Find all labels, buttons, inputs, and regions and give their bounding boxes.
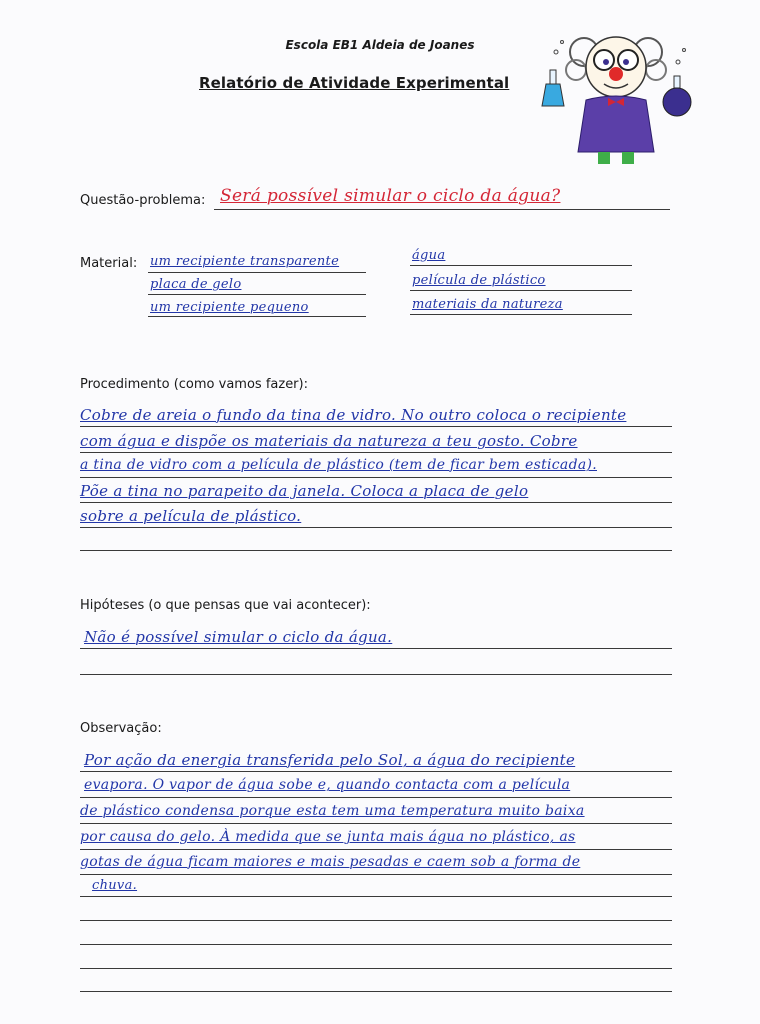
ruled-line bbox=[80, 797, 672, 798]
ruled-line bbox=[80, 452, 672, 453]
ruled-line bbox=[80, 648, 672, 649]
ruled-line bbox=[80, 550, 672, 551]
ruled-line bbox=[80, 849, 672, 850]
ruled-line bbox=[80, 991, 672, 992]
observation-line: gotas de água ficam maiores e mais pesadas e caem sob a forma de bbox=[80, 854, 581, 870]
procedure-line: Põe a tina no parapeito da janela. Coloca a placa de gelo bbox=[80, 482, 529, 500]
question-answer: Será possível simular o ciclo da água? bbox=[220, 186, 561, 206]
ruled-line bbox=[80, 896, 672, 897]
material-line bbox=[410, 290, 632, 291]
material-item: um recipiente transparente bbox=[150, 254, 340, 269]
material-item: placa de gelo bbox=[150, 277, 242, 292]
material-label: Material: bbox=[80, 256, 138, 271]
material-line bbox=[410, 314, 632, 315]
hypotheses-line: Não é possível simular o ciclo da água. bbox=[84, 628, 393, 646]
ruled-line bbox=[80, 823, 672, 824]
question-line bbox=[214, 209, 670, 210]
ruled-line bbox=[80, 477, 672, 478]
material-line bbox=[148, 294, 366, 295]
procedure-line: com água e dispõe os materiais da natureza a teu gosto. Cobre bbox=[80, 432, 578, 450]
material-line bbox=[410, 265, 632, 266]
material-line bbox=[148, 316, 366, 317]
ruled-line bbox=[80, 674, 672, 675]
material-item: materiais da natureza bbox=[412, 297, 563, 312]
material-item: água bbox=[412, 248, 446, 263]
ruled-line bbox=[80, 968, 672, 969]
procedure-label: Procedimento (como vamos fazer): bbox=[80, 377, 308, 392]
ruled-line bbox=[80, 874, 672, 875]
procedure-line: sobre a película de plástico. bbox=[80, 507, 302, 525]
procedure-line: Cobre de areia o fundo da tina de vidro. No outro coloca o recipiente bbox=[80, 406, 627, 424]
report-title: Relatório de Atividade Experimental bbox=[199, 74, 510, 92]
scientist-mascot-icon bbox=[536, 22, 696, 172]
material-item: película de plástico bbox=[412, 273, 546, 288]
ruled-line bbox=[80, 527, 672, 528]
ruled-line bbox=[80, 426, 672, 427]
school-name: Escola EB1 Aldeia de Joanes bbox=[285, 38, 475, 52]
ruled-line bbox=[80, 944, 672, 945]
ruled-line bbox=[80, 771, 672, 772]
material-line bbox=[148, 272, 366, 273]
observation-line: de plástico condensa porque esta tem uma temperatura muito baixa bbox=[80, 803, 585, 819]
observation-line: por causa do gelo. À medida que se junta mais água no plástico, as bbox=[80, 829, 576, 845]
observation-label: Observação: bbox=[80, 721, 162, 736]
observation-line: Por ação da energia transferida pelo Sol, a água do recipiente bbox=[84, 751, 576, 769]
observation-line: evapora. O vapor de água sobe e, quando contacta com a película bbox=[84, 777, 571, 793]
question-label: Questão-problema: bbox=[80, 193, 206, 208]
hypotheses-label: Hipóteses (o que pensas que vai acontecer): bbox=[80, 598, 371, 613]
procedure-line: a tina de vidro com a película de plástico (tem de ficar bem esticada). bbox=[80, 457, 597, 473]
ruled-line bbox=[80, 502, 672, 503]
observation-line: chuva. bbox=[92, 878, 138, 893]
ruled-line bbox=[80, 920, 672, 921]
material-item: um recipiente pequeno bbox=[150, 300, 309, 315]
